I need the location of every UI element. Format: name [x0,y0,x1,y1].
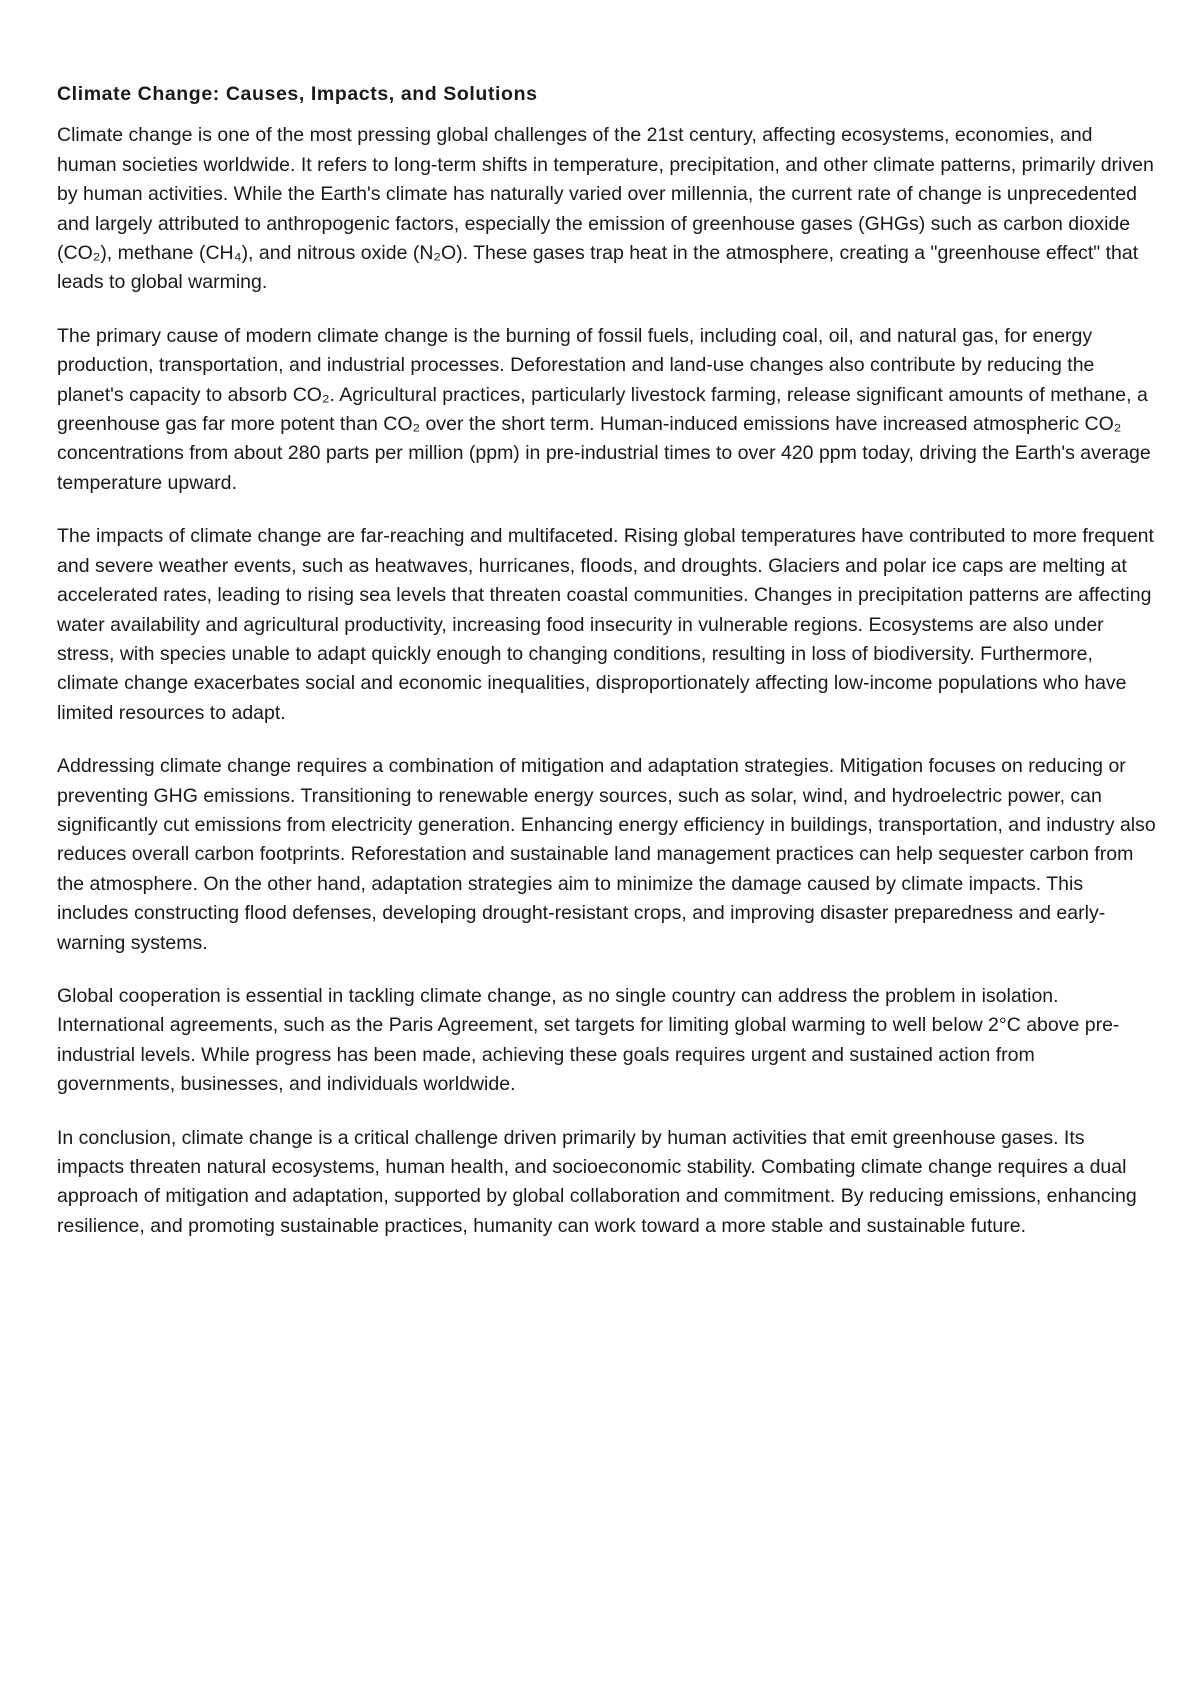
paragraph-global-cooperation: Global cooperation is essential in tackling climate change, as no single country can address the problem in isolation. International agreements, such as the Paris Agreement, set targets for limiting global warming to well below 2°C above pre-industrial levels. While progress has been made, achieving these goals requires urgent and sustained action from governments, businesses, and individuals worldwide. [57,984,1120,1096]
paragraph-impacts: The impacts of climate change are far-reaching and multifaceted. Rising global temperatures have contributed to more frequent and severe weather events, such as heatwaves, hurricanes, floods, and droughts. Glaciers and polar ice caps are melting at accelerated rates, leading to rising sea levels that threaten coastal communities. Changes in precipitation patterns are affecting water availability and agricultural productivity, increasing food insecurity in vulnerable regions. Ecosystems are also under stress, with species unable to adapt quickly enough to changing conditions, resulting in loss of biodiversity. Furthermore, climate change exacerbates social and economic inequalities, disproportionately affecting low-income populations who have limited resources to adapt. [57,525,1154,724]
paragraph-conclusion: In conclusion, climate change is a critical challenge driven primarily by human activities that emit greenhouse gases. Its impacts threaten natural ecosystems, human health, and socioeconomic stability. Combating climate change requires a dual approach of mitigation and adaptation, supported by global collaboration and commitment. By reducing emissions, enhancing resilience, and promoting sustainable practices, humanity can work toward a more stable and sustainable future. [57,1126,1137,1237]
paragraph-introduction: Climate change is one of the most pressing global challenges of the 21st century, affecting ecosystems, economies, and human societies worldwide. It refers to long-term shifts in temperature, precipitation, and other climate patterns, primarily driven by human activities. While the Earth's climate has naturally varied over millennia, the current rate of change is unprecedented and largely attributed to anthropogenic factors, especially the emission of greenhouse gases (GHGs) such as carbon dioxide (CO₂), methane (CH₄), and nitrous oxide (N₂O). These gases trap heat in the atmosphere, creating a "greenhouse effect" that leads to global warming. [57,124,1154,294]
document-page [57,80,1157,1265]
paragraph-solutions: Addressing climate change requires a combination of mitigation and adaptation strategies. Mitigation focuses on reducing or preventing GHG emissions. Transitioning to renewable energy sources, such as solar, wind, and hydroelectric power, can significantly cut emissions from electricity generation. Enhancing energy efficiency in buildings, transportation, and industry also reduces overall carbon footprints. Reforestation and sustainable land management practices can help sequester carbon from the atmosphere. On the other hand, adaptation strategies aim to minimize the damage caused by climate impacts. This includes constructing flood defenses, developing drought-resistant crops, and improving disaster preparedness and early-warning systems. [57,755,1156,954]
document-title: Climate Change: Causes, Impacts, and Solutions [57,83,538,105]
paragraph-causes: The primary cause of modern climate change is the burning of fossil fuels, including coal, oil, and natural gas, for energy production, transportation, and industrial processes. Deforestation and land-use changes also contribute by reducing the planet's capacity to absorb CO₂. Agricultural practices, particularly livestock farming, release significant amounts of methane, a greenhouse gas far more potent than CO₂ over the short term. Human-induced emissions have increased atmospheric CO₂ concentrations from about 280 parts per million (ppm) in pre-industrial times to over 420 ppm today, driving the Earth's average temperature upward. [57,324,1151,494]
